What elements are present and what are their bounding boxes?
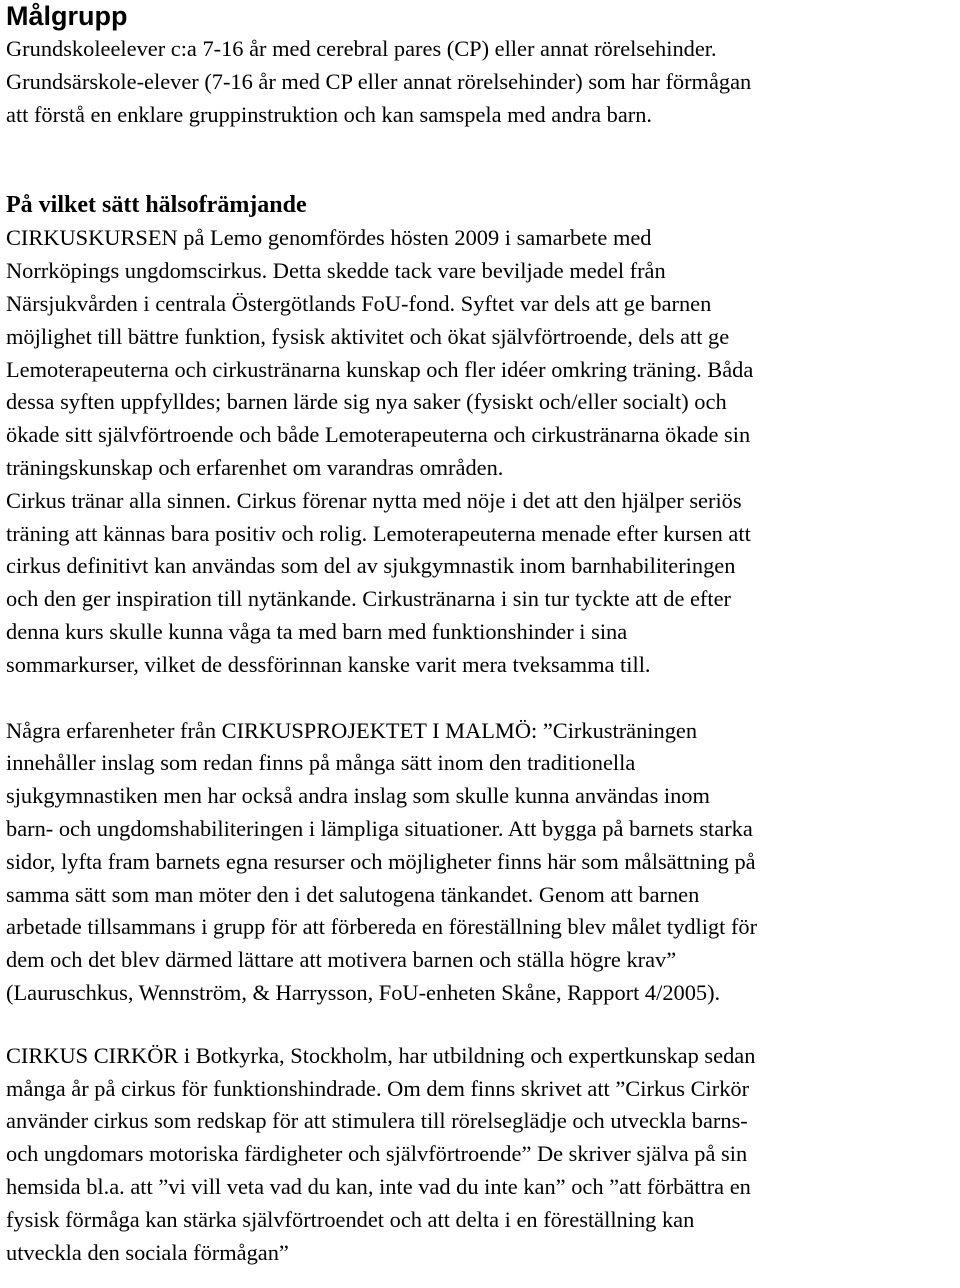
text-line: och den ger inspiration till nytänkande. Cirkustränarna i sin tur tyckte att de efter	[6, 586, 731, 612]
paragraph-malgrupp	[6, 33, 956, 131]
heading-malgrupp: Målgrupp	[6, 1, 128, 31]
text-line: barn- och ungdomshabiliteringen i lämpliga situationer. Att bygga på barnets starka	[6, 815, 753, 841]
text-line: cirkus definitivt kan användas som del av sjukgymnastik inom barnhabiliteringen	[6, 553, 736, 579]
text-line: samma sätt som man möter den i det salutogena tänkandet. Genom att barnen	[6, 881, 700, 907]
text-line: Grundskoleelever c:a 7-16 år med cerebral pares (CP) eller annat rörelsehinder.	[6, 36, 717, 61]
spacer	[6, 1010, 956, 1040]
text-line: och ungdomars motoriska färdigheter och självförtroende” De skriver själva på sin	[6, 1141, 748, 1167]
text-line: träning att kännas bara positiv och rolig. Lemoterapeuterna menade efter kursen att	[6, 520, 751, 546]
text-line: Grundsärskole-elever (7-16 år med CP eller annat rörelsehinder) som har förmågan	[6, 68, 752, 94]
document-page	[6, 0, 956, 1269]
text-line: använder cirkus som redskap för att stimulera till rörelseglädje och utveckla barns-	[6, 1108, 748, 1134]
text-line: många år på cirkus för funktionshindrade. Om dem finns skrivet att ”Cirkus Cirkör	[6, 1075, 750, 1101]
text-line: (Lauruschkus, Wennström, & Harrysson, FoU-enheten Skåne, Rapport 4/2005).	[6, 979, 721, 1005]
text-line: dem och det blev därmed lättare att motivera barnen och ställa högre krav”	[6, 947, 677, 973]
text-line: denna kurs skulle kunna våga ta med barn med funktionshinder i sina	[6, 618, 628, 644]
text-line: Närsjukvården i centrala Östergötlands FoU-fond. Syftet var dels att ge barnen	[6, 290, 712, 316]
text-line: Norrköpings ungdomscirkus. Detta skedde tack vare beviljade medel från	[6, 258, 666, 284]
text-line: sjukgymnastiken men har också andra inslag som skulle kunna användas inom	[6, 783, 710, 809]
text-line: möjlighet till bättre funktion, fysisk aktivitet och ökat självförtroende, dels att ge	[6, 323, 730, 349]
text-line: utveckla den sociala förmågan”	[6, 1239, 289, 1265]
text-line: arbetade tillsammans i grupp för att förbereda en föreställning blev målet tydligt för	[6, 914, 758, 940]
paragraph-cirkus-cirkor	[6, 1040, 956, 1270]
text-line: sidor, lyfta fram barnets egna resurser och möjligheter finns här som målsättning på	[6, 848, 756, 874]
text-line: Lemoterapeuterna och cirkustränarna kunskap och fler idéer omkring träning. Båda	[6, 356, 754, 382]
text-line: dessa syften uppfylldes; barnen lärde sig nya saker (fysiskt och/eller socialt) och	[6, 389, 727, 415]
heading-halsoframjande: På vilket sätt hälsofrämjande	[6, 192, 307, 219]
text-line: sommarkurser, vilket de dessförinnan kanske varit mera tveksamma till.	[6, 651, 651, 677]
spacer	[6, 682, 956, 715]
text-line: Cirkus tränar alla sinnen. Cirkus förenar nytta med nöje i det att den hjälper seriös	[6, 487, 742, 513]
text-line: CIRKUSKURSEN på Lemo genomfördes hösten 2009 i samarbete med	[6, 225, 652, 251]
text-line: Några erfarenheter från CIRKUSPROJEKTET I MALMÖ: ”Cirkusträningen	[6, 717, 698, 743]
text-line: CIRKUS CIRKÖR i Botkyrka, Stockholm, har utbildning och expertkunskap sedan	[6, 1042, 756, 1068]
spacer	[6, 131, 956, 189]
text-line: innehåller inslag som redan finns på många sätt inom den traditionella	[6, 750, 636, 776]
section-halsoframjande	[6, 189, 956, 681]
text-line: fysisk förmåga kan stärka självförtroendet och att delta i en föreställning kan	[6, 1206, 695, 1232]
paragraph-halsoframjande	[6, 222, 956, 681]
text-line: att förstå en enklare gruppinstruktion och kan samspela med andra barn.	[6, 101, 653, 127]
text-line: hemsida bl.a. att ”vi vill veta vad du kan, inte vad du inte kan” och ”att förbättra en	[6, 1173, 751, 1199]
section-malgrupp	[6, 0, 956, 131]
text-line: träningskunskap och erfarenhet om varandras områden.	[6, 454, 504, 480]
paragraph-malmo	[6, 715, 956, 1010]
text-line: ökade sitt självförtroende och både Lemoterapeuterna och cirkustränarna ökade sin	[6, 422, 751, 448]
